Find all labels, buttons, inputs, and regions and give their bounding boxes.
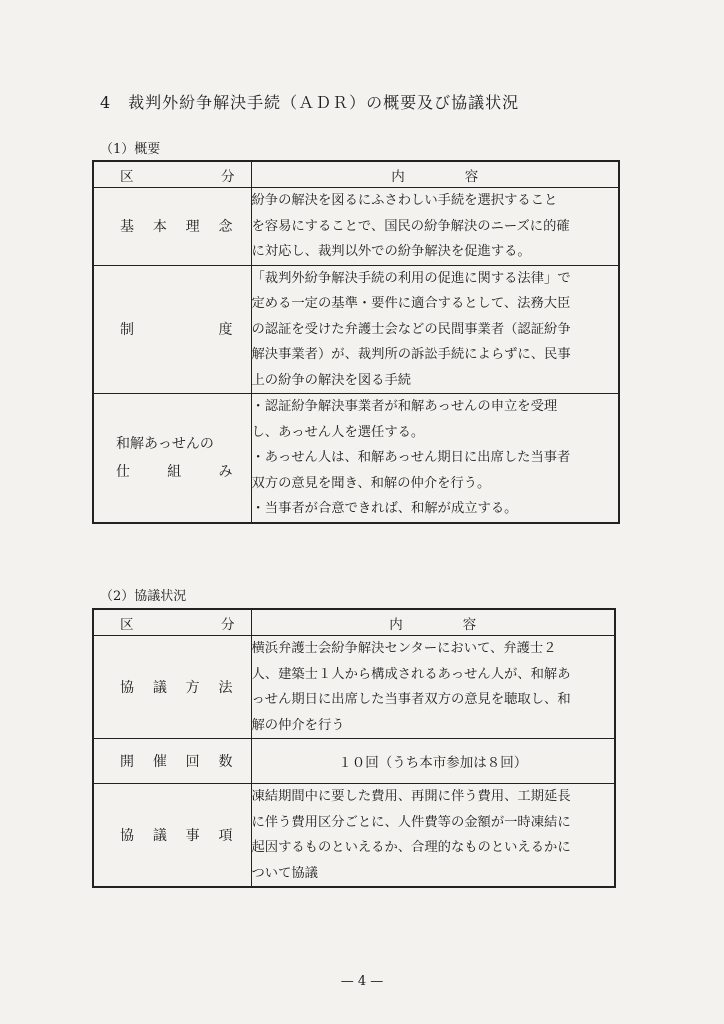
row-label-session-count bbox=[93, 739, 251, 784]
row-content-consultation-method bbox=[251, 636, 615, 739]
content-line: ついて協議 bbox=[251, 865, 318, 881]
row-label-mediation-mechanism bbox=[93, 394, 251, 523]
row-content-basic-principle bbox=[251, 188, 619, 266]
content-line: 定める一定の基準・要件に適合するとして、法務大臣 bbox=[251, 296, 571, 311]
content-line: 人、建築士１人から構成されるあっせん人が、和解あ bbox=[251, 666, 571, 682]
label-char: 事 bbox=[185, 828, 200, 844]
row-label-consultation-method bbox=[93, 636, 251, 739]
label-char: 念 bbox=[218, 219, 233, 236]
consultation-table-header bbox=[93, 609, 615, 636]
label-char: 組 bbox=[167, 463, 182, 480]
overview-table-header bbox=[93, 161, 619, 188]
row-content-system bbox=[251, 265, 619, 394]
row-content-mediation-mechanism bbox=[251, 394, 619, 523]
content-line: の認証を受けた弁護士会などの民間事業者（認証紛争 bbox=[251, 321, 571, 337]
content-line: 凍結期間中に要した費用、再開に伴う費用、工期延長 bbox=[251, 789, 571, 804]
subsection-title-overview: （1）概要 bbox=[100, 142, 161, 157]
row-content-session-count: １０回（うち本市参加は８回） bbox=[251, 739, 615, 784]
label-char: 度 bbox=[218, 322, 233, 339]
row-content-consultation-items bbox=[251, 784, 615, 888]
label-char: 基 bbox=[120, 219, 134, 236]
label-char: 制 bbox=[120, 322, 134, 339]
table-row bbox=[93, 394, 619, 523]
table-row bbox=[93, 265, 619, 394]
label-line: 和解あっせんの bbox=[116, 435, 214, 452]
content-line: を容易にすることで、国民の紛争解決のニーズに的確 bbox=[251, 218, 570, 234]
content-line: っせん期日に出席した当事者双方の意見を聴取し、和 bbox=[251, 692, 571, 707]
row-label-consultation-items bbox=[93, 784, 251, 888]
label-char: 議 bbox=[152, 828, 167, 844]
label-char: 法 bbox=[218, 680, 233, 696]
content-line: 紛争の解決を図るにふさわしい手続を選択すること bbox=[251, 193, 558, 208]
table-row bbox=[93, 636, 615, 739]
content-line: 解決事業者）が、裁判所の訴訟手続によらずに、民事 bbox=[251, 347, 571, 362]
label-char: 方 bbox=[185, 680, 200, 696]
table-row bbox=[93, 188, 619, 266]
label-char: み bbox=[218, 463, 233, 480]
table-row bbox=[93, 784, 615, 888]
label-char: 協 bbox=[120, 828, 134, 844]
content-line: 上の紛争の解決を図る手続 bbox=[251, 372, 412, 388]
label-char: 項 bbox=[218, 828, 233, 844]
header-category-char-1: 区 bbox=[120, 168, 134, 185]
page-number: — 4 — bbox=[340, 974, 384, 989]
row-label-basic-principle bbox=[93, 188, 251, 266]
header-content: 内容 bbox=[391, 168, 539, 185]
label-char: 理 bbox=[185, 219, 200, 236]
label-char: 仕 bbox=[116, 463, 130, 480]
overview-table bbox=[92, 160, 620, 524]
content-line: ・認証紛争解決事業者が和解あっせんの申立を受理 bbox=[251, 399, 558, 414]
header-content: 内容 bbox=[389, 616, 537, 633]
header-category-char-2: 分 bbox=[221, 616, 235, 633]
label-char: 催 bbox=[152, 754, 167, 770]
label-char: 本 bbox=[152, 219, 167, 236]
content-line: 「裁判外紛争解決手続の利用の促進に関する法律」で bbox=[251, 270, 571, 286]
content-line: 起因するものといえるか、合理的なものといえるかに bbox=[251, 840, 571, 855]
content-line: 横浜弁護士会紛争解決センターにおいて、弁護士２ bbox=[251, 641, 557, 656]
header-category-char-1: 区 bbox=[120, 616, 134, 633]
subsection-title-consultation: （2）協議状況 bbox=[100, 589, 187, 604]
content-line: し、あっせん人を選任する。 bbox=[251, 424, 425, 440]
label-char: 開 bbox=[120, 754, 134, 770]
content-line: に伴う費用区分ごとに、人件費等の金額が一時凍結に bbox=[251, 814, 571, 830]
content-line: ・あっせん人は、和解あっせん期日に出席した当事者 bbox=[251, 450, 571, 465]
content-line: に対応し、裁判以外での紛争解決を促進する。 bbox=[251, 244, 531, 259]
label-char: 回 bbox=[185, 754, 200, 770]
table-row bbox=[93, 739, 615, 784]
header-category-char-2: 分 bbox=[221, 168, 235, 185]
row-label-system bbox=[93, 265, 251, 394]
section-heading: 4 裁判外紛争解決手続（ＡＤＲ）の概要及び協議状況 bbox=[100, 93, 520, 112]
label-char: 議 bbox=[152, 680, 167, 696]
label-char: 数 bbox=[218, 754, 233, 770]
content-line: ・当事者が合意できれば、和解が成立する。 bbox=[251, 501, 518, 516]
content-line: 解の仲介を行う bbox=[251, 717, 345, 733]
consultation-table bbox=[92, 608, 616, 888]
label-char: 協 bbox=[120, 680, 134, 696]
content-line: 双方の意見を聞き、和解の仲介を行う。 bbox=[251, 475, 491, 491]
